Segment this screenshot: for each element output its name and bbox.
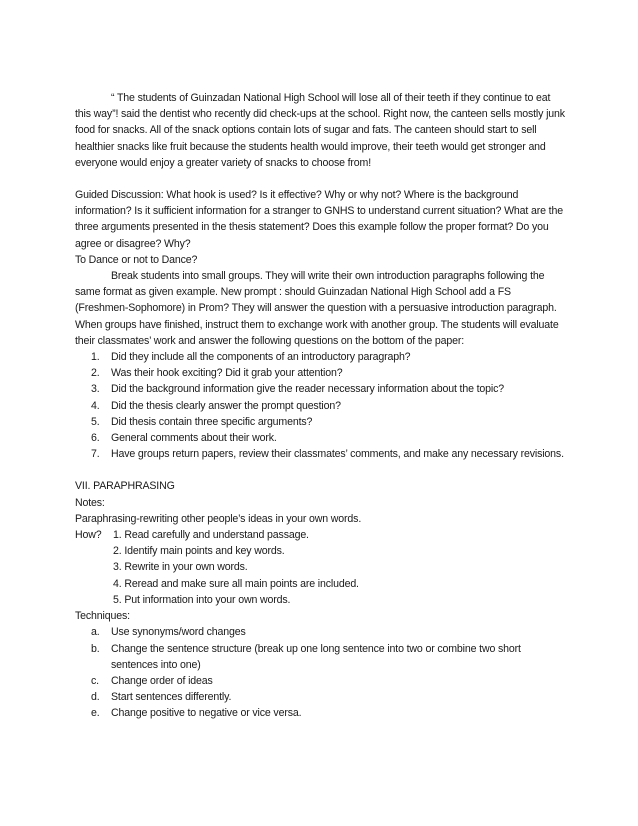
- list-item: 6. General comments about their work.: [91, 432, 277, 445]
- activity-title: To Dance or not to Dance?: [75, 253, 198, 266]
- list-item: e. Change positive to negative or vice versa.: [91, 707, 302, 720]
- how-steps: [75, 527, 565, 608]
- list-item: 1. Did they include all the components of an introductory paragraph?: [91, 351, 411, 364]
- list-item: 4. Did the thesis clearly answer the prompt question?: [91, 399, 341, 412]
- intro-quote-paragraph: “ The students of Guinzadan National High School will lose all of their teeth if they continue to eat this way”! said the dentist who recently did check-ups at the school. Right now, the canteen sells mostly junk food for snacks. All of the snack options contain lots of sugar and fats. The canteen should start to sell healthier snacks like fruit because the students health would improve, their teeth would get stronger and everyone would enjoy a greater variety of snacks to choose from!: [75, 92, 565, 169]
- list-item: 1. Read carefully and understand passage.: [113, 529, 309, 542]
- list-item: 4. Reread and make sure all main points are included.: [113, 577, 359, 590]
- spacer: [75, 462, 565, 478]
- list-item: a. Use synonyms/word changes: [91, 626, 246, 639]
- how-label: How?: [75, 529, 102, 542]
- section-heading: VII. PARAPHRASING: [75, 480, 175, 493]
- activity-paragraph: Break students into small groups. They will write their own introduction paragraphs following the same format as given example. New prompt : should Guinzadan National High School add a FS (Freshmen-Sophomore) in Prom? They will answer the question with a persuasive introduction paragraph.: [75, 270, 557, 315]
- techniques-label: Techniques:: [75, 610, 130, 623]
- list-item: 3. Rewrite in your own words.: [113, 561, 248, 574]
- exchange-paragraph: When groups have finished, instruct them to exchange work with another group. The students will evaluate their classmates’ work and answer the following questions on the bottom of the paper:: [75, 318, 559, 347]
- list-item: c. Change order of ideas: [91, 674, 213, 687]
- list-item: d. Start sentences differently.: [91, 691, 232, 704]
- list-item: 3. Did the background information give the reader necessary information about the topic?: [91, 383, 504, 396]
- list-item: 7. Have groups return papers, review their classmates’ comments, and make any necessary revisions.: [91, 448, 564, 461]
- how-steps-list: [113, 527, 359, 608]
- definition-text: Paraphrasing-rewriting other people’s ideas in your own words.: [75, 512, 362, 525]
- list-item: 2. Was their hook exciting? Did it grab your attention?: [91, 367, 343, 380]
- notes-label: Notes:: [75, 496, 105, 509]
- techniques-list: [75, 624, 565, 721]
- list-item: 5. Did thesis contain three specific arguments?: [91, 415, 313, 428]
- list-item: 5. Put information into your own words.: [113, 593, 291, 606]
- guided-discussion-paragraph: Guided Discussion: What hook is used? Is it effective? Why or why not? Where is the background information? Is it sufficient information for a stranger to GNHS to understand current situation? What are the three arguments presented in the thesis statement? Does this example follow the proper format? Do you agree or disagree? Why?: [75, 189, 563, 250]
- spacer: [75, 171, 565, 187]
- list-item: b. Change the sentence structure (break up one long sentence into two or combine two short sentences into one): [91, 642, 521, 671]
- evaluation-questions-list: [75, 349, 565, 462]
- list-item: 2. Identify main points and key words.: [113, 545, 285, 558]
- document-body: [75, 90, 565, 722]
